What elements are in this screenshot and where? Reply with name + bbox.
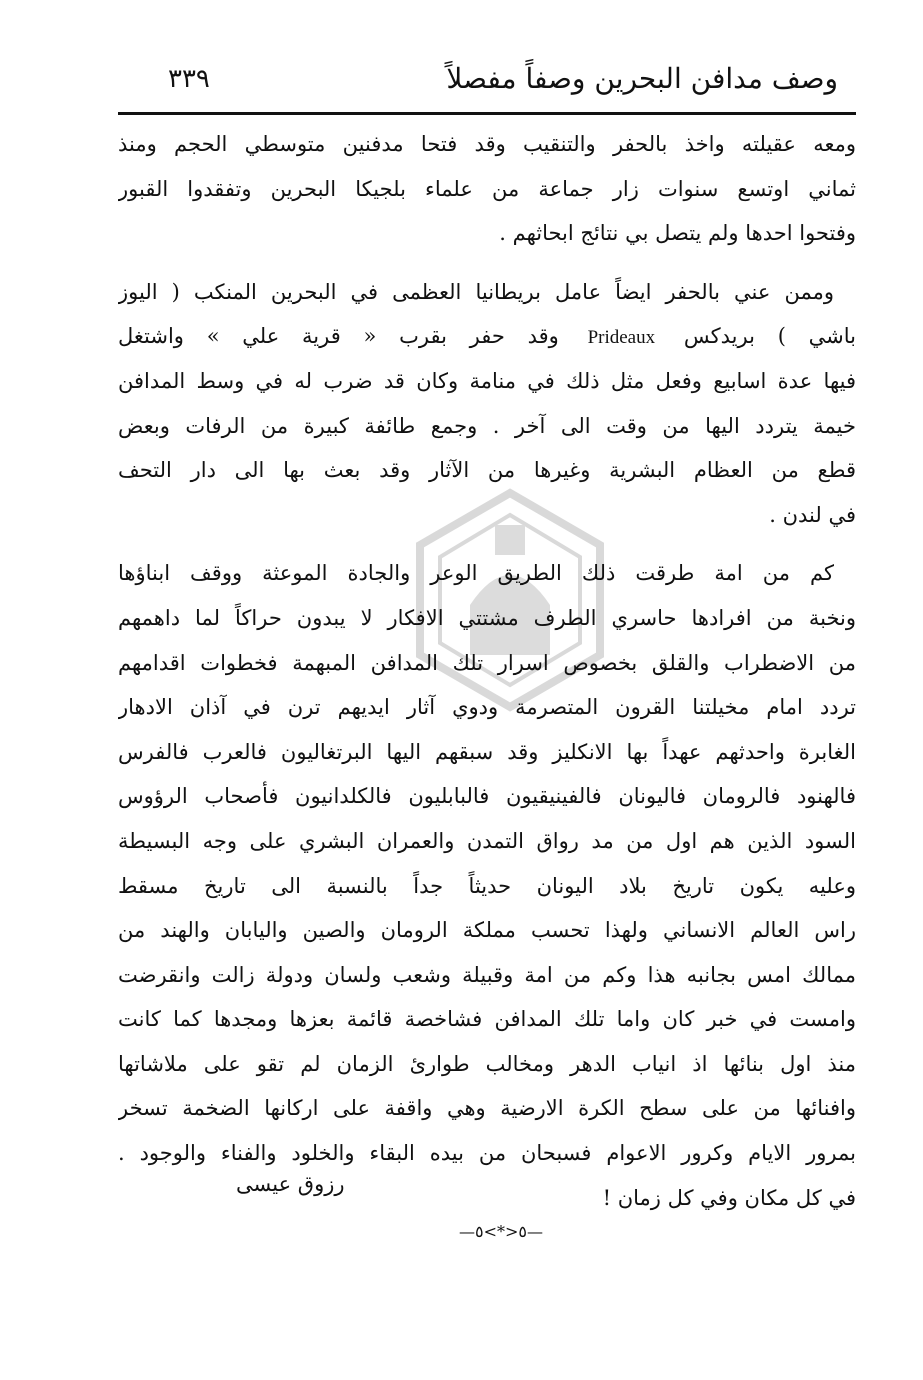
text-line: من الاضطراب والقلق بخصوص اسرار تلك المدافن المبهمة فخطوات اقدامهم bbox=[118, 650, 856, 675]
text-line: وممن عني بالحفر ايضاً عامل بريطانيا العظمى في البحرين المنكب ( اليوز bbox=[118, 279, 834, 304]
text-line: قطع من العظام البشرية وغيرها من الآثار وقد بعث بها الى دار التحف bbox=[118, 458, 856, 483]
text-line: وامست في خبر كان واما تلك المدافن فشاخصة قائمة بعزها ومجدها كما كانت bbox=[118, 1007, 856, 1032]
paragraph-gap bbox=[118, 256, 856, 270]
paragraph bbox=[118, 270, 856, 538]
text-line: كم من امة طرقت ذلك الطريق الوعر والجادة الموعثة ووقف ابناؤها bbox=[118, 561, 834, 586]
paragraph-gap bbox=[118, 537, 856, 551]
text-segment: باشي ) بريدكس bbox=[661, 324, 856, 349]
paragraph bbox=[118, 122, 856, 256]
text-line: راس العالم الانساني ولهذا تحسب مملكة الرومان والصين واليابان والهند من bbox=[118, 918, 856, 943]
text-segment: وقد حفر بقرب « قرية علي » واشتغل bbox=[118, 324, 582, 349]
text-line: الغابرة واحدثهم عهداً بها الانكليز وقد سبقهم اليها البرتغاليون فالعرب فالفرس bbox=[118, 739, 856, 764]
text-line: السود الذين هم اول من مد رواق التمدن والعمران البشري على وجه البسيطة bbox=[118, 828, 856, 853]
text-line: ممالك امس بجانبه هذا وكم من امة وقبيلة وشعب ولسان ودولة زالت وانقرضت bbox=[118, 962, 856, 987]
text-line: فالهنود فالرومان فاليونان فالفينيقيون فالبابليون فالكلدانيون فأصحاب الرؤوس bbox=[118, 784, 856, 809]
page-number: ٣٣٩ bbox=[168, 64, 210, 94]
running-title: وصف مدافن البحرين وصفاً مفصلاً bbox=[446, 62, 838, 95]
text-line: فيها عدة اسابيع وفعل مثل ذلك في منامة وكان قد ضرب له في وسط المدافن bbox=[118, 368, 856, 393]
text-line: تردد امام مخيلتنا القرون المتصرمة ودوي آثار ايديهم ترن في آذان الادهار bbox=[118, 695, 856, 720]
author-signature: رزوق عيسى bbox=[236, 1172, 345, 1196]
text-line bbox=[118, 314, 856, 359]
text-line: ثماني اوتسع سنوات زار جماعة من علماء بلجيكا البحرين وتفقدوا القبور bbox=[118, 176, 856, 201]
page-header bbox=[118, 62, 838, 102]
latin-name: Prideaux bbox=[587, 327, 656, 349]
text-line: منذ اول بنائها اذ انياب الدهر ومخالب طوارئ الزمان لم تقو على ملاشاتها bbox=[118, 1051, 856, 1076]
text-line: وعليه يكون تاريخ بلاد اليونان حديثاً جداً بالنسبة الى تاريخ مسقط bbox=[118, 873, 856, 898]
header-rule bbox=[118, 112, 856, 115]
body-text bbox=[118, 122, 856, 1220]
text-line: بمرور الايام وكرور الاعوام فسبحان من بيده البقاء والخلود والفناء والوجود . bbox=[118, 1141, 856, 1166]
text-line: ونخبة من افرادها حاسري الطرف مشتتي الافكار لا يبدون حراكاً لما داهمهم bbox=[118, 605, 856, 630]
text-line: وفتحوا احدها ولم يتصل بي نتائج ابحاثهم . bbox=[499, 221, 856, 246]
text-line: ومعه عقيلته واخذ بالحفر والتنقيب وقد فتحا مدفنين متوسطي الحجم ومنذ bbox=[118, 132, 856, 156]
text-line: وافنائها من على سطح الكرة الارضية وهي واقفة على اركانها الضخمة تسخر bbox=[118, 1096, 856, 1121]
text-line: خيمة يتردد اليها من وقت الى آخر . وجمع طائفة كبيرة من الرفات وبعض bbox=[118, 413, 856, 438]
text-line: في كل مكان وفي كل زمان ! bbox=[602, 1185, 856, 1210]
text-line: في لندن . bbox=[769, 502, 856, 527]
section-ornament: —٥<*>٥— bbox=[459, 1222, 543, 1241]
paragraph bbox=[118, 551, 856, 1220]
